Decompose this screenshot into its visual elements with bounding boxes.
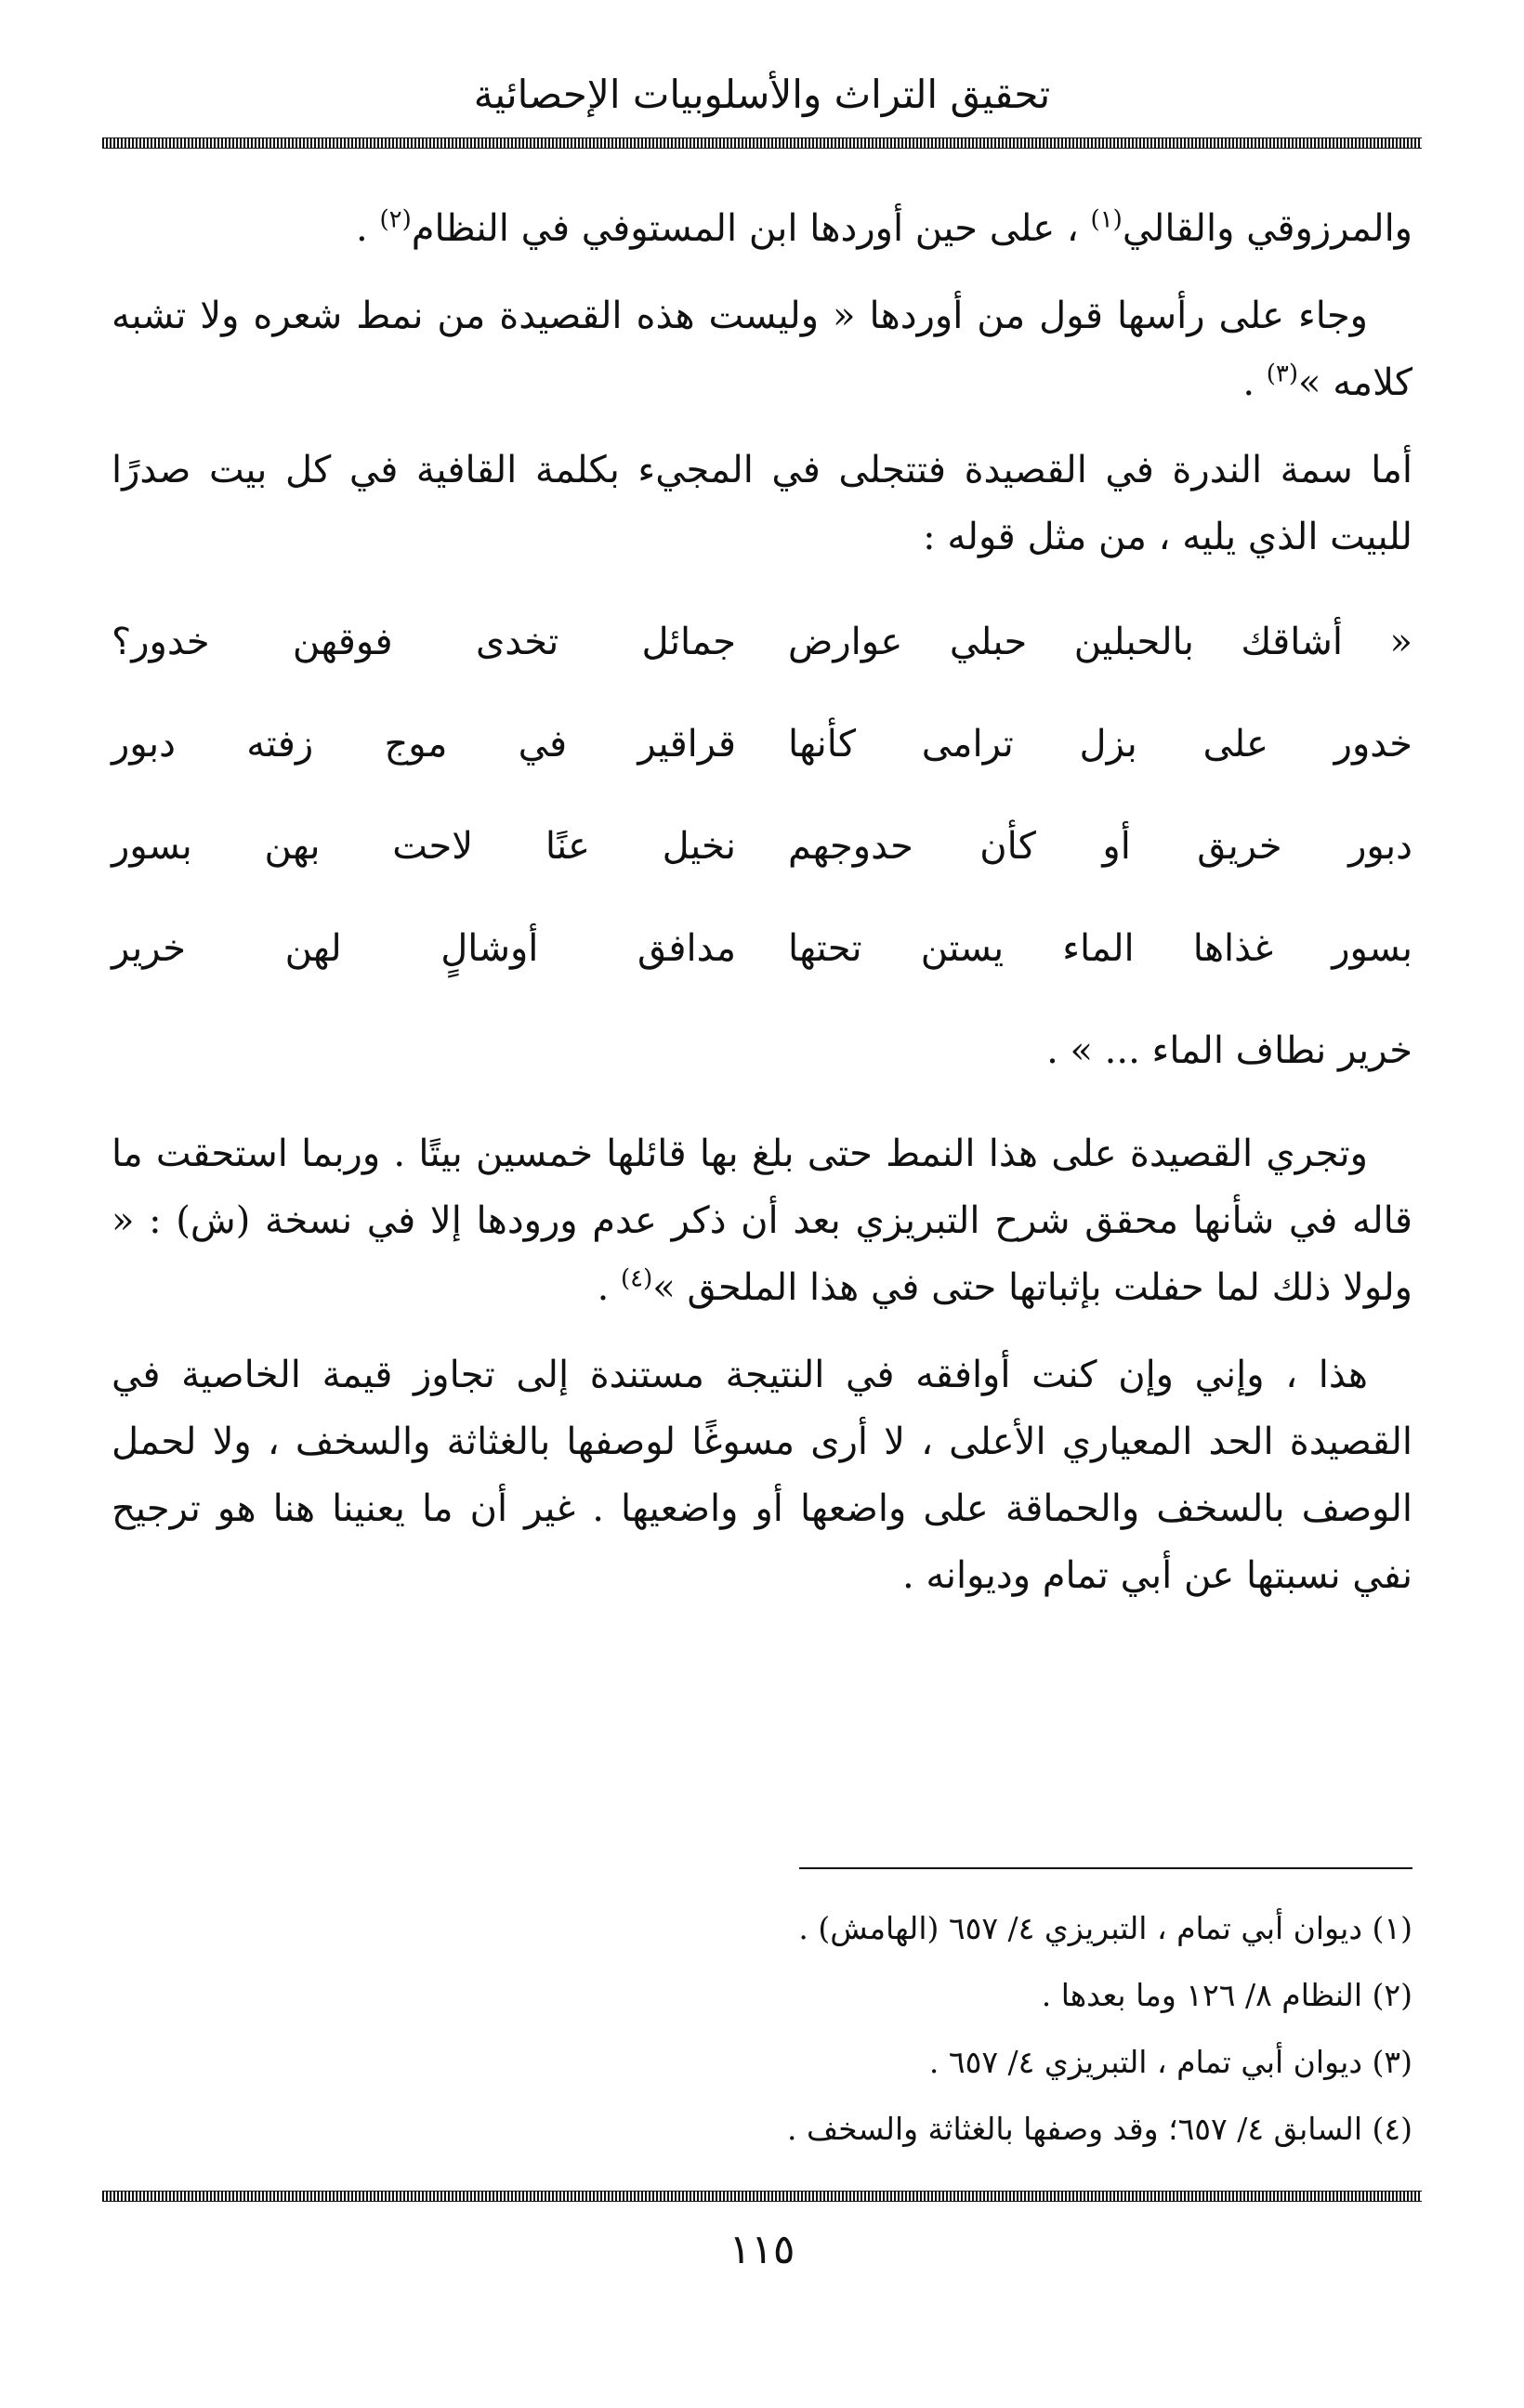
verse-3-second-hemistich: نخيل عنًا لاحت بهن بسور [112,825,736,868]
running-header: تحقيق التراث والأسلوبيات الإحصائية [473,72,1051,117]
poem-verses [112,591,1412,1102]
paragraph-4 [112,1120,1412,1321]
verse-3-first-hemistich: دبور خريق أو كأن حدوجهم [788,825,1412,868]
verse-1-second-hemistich: جمائل تخدى فوقهن خدور؟ [112,621,736,663]
footnote-4: (٤) السابق ٤/ ٦٥٧؛ وقد وصفها بالغثاثة والسخف . [787,2111,1412,2147]
verse-4 [112,897,1412,1000]
page-number: ١١٥ [729,2226,795,2273]
paragraph-2-part-a: وجاء على رأسها قول من أوردها « وليست هذه القصيدة من نمط شعره ولا تشبه كلامه » [112,294,1412,404]
verse-4-first-hemistich: بسور غذاها الماء يستن تحتها [788,927,1412,970]
paragraph-1 [112,195,1412,262]
footnote-2: (٢) النظام ٨/ ١٢٦ وما بعدها . [1041,1977,1412,2013]
paragraph-2 [112,282,1412,416]
verse-2 [112,693,1412,795]
verse-2-second-hemistich: قراقير في موج زفته دبور [112,723,736,766]
footnote-ref-3: (٣) [1266,360,1299,388]
footnote-3: (٣) ديوان أبي تمام ، التبريزي ٤/ ٦٥٧ . [928,2044,1412,2080]
footnote-ref-1: (١) [1090,205,1123,234]
verse-3 [112,795,1412,897]
paragraph-1-part-b: ، على حين أوردها ابن المستوفي في النظام [411,207,1091,250]
footnote-1: (١) ديوان أبي تمام ، التبريزي ٤/ ٦٥٧ (الهامش) . [798,1910,1412,1946]
paragraph-1-part-c: . [356,207,380,250]
verse-4-second-hemistich: مدافق أوشالٍ لهن خرير [112,927,736,970]
paragraph-1-part-a: والمرزوقي والقالي [1122,207,1412,250]
verse-1-first-hemistich: « أشاقك بالحبلين حبلي عوارض [788,621,1412,663]
footnote-ref-4: (٤) [621,1264,653,1293]
verse-5-first-hemistich: خرير نطاف الماء ... » . [1046,1029,1412,1072]
header-rule [102,137,1422,149]
paragraph-3: أما سمة الندرة في القصيدة فتتجلى في المجيء بكلمة القافية في كل بيت صدرًا للبيت الذي يليه ، من مثل قوله : [112,449,1412,558]
verse-2-first-hemistich: خدور على بزل ترامى كأنها [788,723,1412,766]
paragraph-4-part-b: . [597,1266,622,1309]
footer-rule [102,2191,1422,2202]
footnote-separator [799,1867,1412,1869]
verse-1 [112,591,1412,693]
footnote-ref-2: (٢) [379,205,412,234]
paragraph-4-part-a: وتجري القصيدة على هذا النمط حتى بلغ بها قائلها خمسين بيتًا . وربما استحقت ما قاله في شأنها محقق شرح التبريزي بعد أن ذكر عدم ورودها إلا في نسخة (ش) : « ولولا ذلك لما حفلت بإثباتها حتى في هذا الملحق » [112,1132,1412,1309]
main-text [112,195,1412,1629]
verse-5 [112,1000,1412,1102]
footnotes [112,1895,1412,2163]
paragraph-2-part-b: . [1242,361,1267,404]
paragraph-5: هذا ، وإني وإن كنت أوافقه في النتيجة مستندة إلى تجاوز قيمة الخاصية في القصيدة الحد المعياري الأعلى ، لا أرى مسوغًا لوصفها بالغثاثة والسخف ، ولا لحمل الوصف بالسخف والحماقة على واضعها أو واضعيها . غير أن ما يعنينا هنا هو ترجيح نفي نسبتها عن أبي تمام وديوانه . [112,1354,1412,1597]
